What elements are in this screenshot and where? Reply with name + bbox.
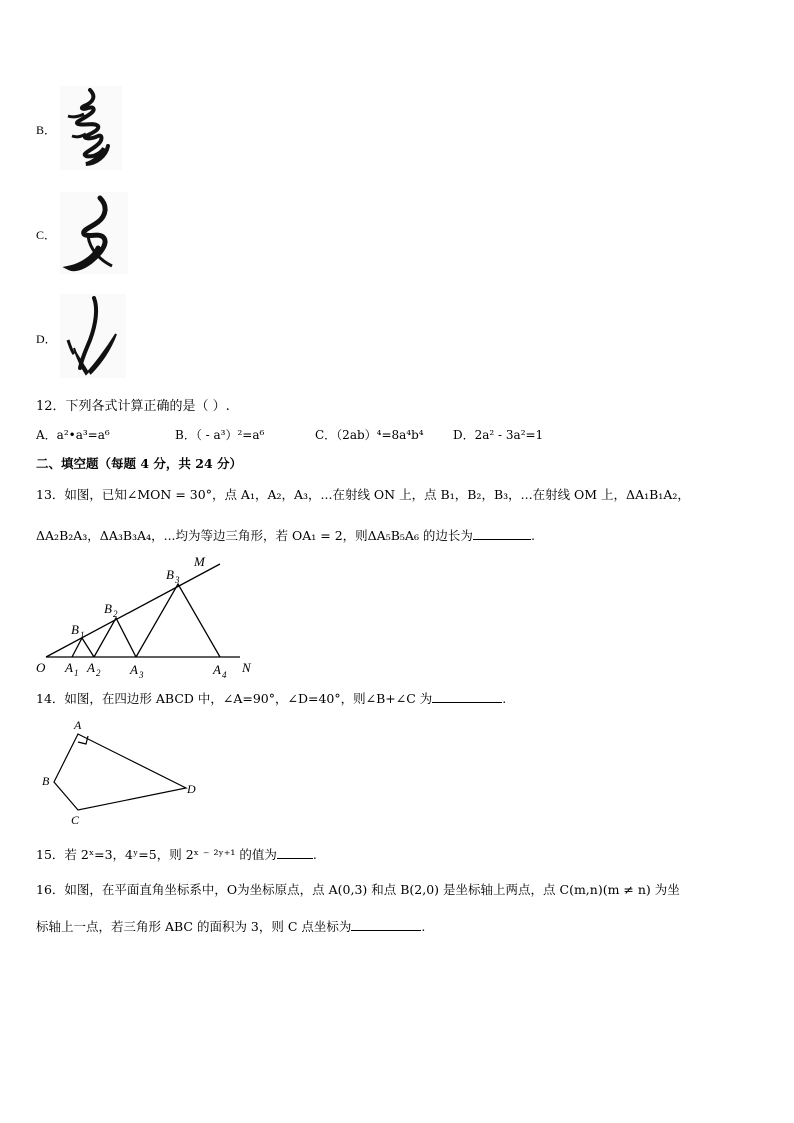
q13-line2: ΔA₂B₂A₃，ΔA₃B₃A₄，...均为等边三角形，若 OA₁ = 2，则ΔA₅B₅A₆ 的边长为 bbox=[36, 528, 473, 543]
q12-option-a: A．a²•a³=a⁶ bbox=[36, 428, 110, 442]
fig13-label-a4: A bbox=[213, 662, 221, 677]
fig13-label-a2: A bbox=[87, 660, 95, 675]
figure-13 bbox=[30, 550, 270, 680]
q16-answer-blank[interactable] bbox=[351, 918, 421, 931]
calligraphy-c-image bbox=[60, 192, 128, 274]
fig13-label-b3: B bbox=[166, 567, 174, 582]
fig14-label-c: C bbox=[71, 813, 80, 827]
fig13-label-b2: B bbox=[104, 601, 112, 616]
q12-option-b: B．（ - a³）²=a⁶ bbox=[175, 428, 265, 442]
q14-wrap bbox=[36, 689, 506, 707]
section-heading: 二、填空题（每题 4 分，共 24 分） bbox=[36, 456, 243, 471]
q15-text: 15．若 2ˣ=3，4ʸ=5，则 2ˣ ⁻ ²ʸ⁺¹ 的值为 bbox=[36, 847, 277, 862]
calligraphy-b-image bbox=[60, 86, 122, 170]
q15-wrap bbox=[36, 845, 317, 863]
fig13-label-b1: B bbox=[71, 622, 79, 637]
fig13-label-a3: A bbox=[130, 662, 138, 677]
option-b-letter: B． bbox=[36, 123, 57, 137]
fig14-label-b: B bbox=[42, 774, 50, 788]
fig13-label-a1-sub: 1 bbox=[74, 668, 79, 678]
q12-option-c: C．（2ab）⁴=8a⁴b⁴ bbox=[315, 428, 424, 442]
fig13-label-n: N bbox=[242, 660, 251, 675]
q16-line1: 16．如图，在平面直角坐标系中，O为坐标原点，点 A(0,3) 和点 B(2,0) 是坐标轴上两点，点 C(m,n)(m ≠ n) 为坐 bbox=[36, 882, 680, 897]
fig13-label-b2-sub: 2 bbox=[113, 609, 118, 619]
q14-answer-blank[interactable] bbox=[432, 690, 502, 703]
fig13-label-a2-sub: 2 bbox=[96, 668, 101, 678]
fig13-label-m: M bbox=[194, 554, 205, 569]
q13-end: . bbox=[530, 528, 535, 543]
fig13-label-o: O bbox=[36, 660, 46, 675]
q15-answer-blank[interactable] bbox=[277, 846, 313, 859]
q15-end: . bbox=[312, 847, 317, 862]
q12-option-d: D．2a² - 3a²=1 bbox=[453, 428, 544, 442]
fig13-label-b3-sub: 3 bbox=[175, 575, 180, 585]
fig13-label-a4-sub: 4 bbox=[222, 670, 227, 680]
q13-answer-blank[interactable] bbox=[473, 527, 531, 540]
q14-end: . bbox=[502, 691, 507, 706]
q12-stem: 12．下列各式计算正确的是（ ）. bbox=[36, 399, 230, 414]
option-c-letter: C． bbox=[36, 228, 57, 242]
q13-line1: 13．如图，已知∠MON = 30°，点 A₁，A₂，A₃，...在射线 ON 上，点 B₁，B₂，B₃，...在射线 OM 上，ΔA₁B₁A₂， bbox=[36, 487, 690, 502]
fig14-label-a: A bbox=[74, 718, 82, 732]
q13-line2-wrap bbox=[36, 526, 535, 544]
q16-end: . bbox=[421, 919, 426, 934]
fig13-label-a1: A bbox=[65, 660, 73, 675]
q16-line2: 标轴上一点，若三角形 ABC 的面积为 3，则 C 点坐标为 bbox=[36, 919, 352, 934]
fig13-label-b1-sub: 1 bbox=[80, 630, 85, 640]
figure-14 bbox=[36, 716, 206, 828]
option-d-letter: D． bbox=[36, 332, 57, 346]
q16-line2-wrap bbox=[36, 917, 425, 935]
calligraphy-d-image bbox=[60, 294, 126, 378]
q14-text: 14．如图，在四边形 ABCD 中，∠A=90°，∠D=40°，则∠B+∠C 为 bbox=[36, 691, 433, 706]
fig14-label-d: D bbox=[187, 782, 196, 796]
fig13-label-a3-sub: 3 bbox=[139, 670, 144, 680]
